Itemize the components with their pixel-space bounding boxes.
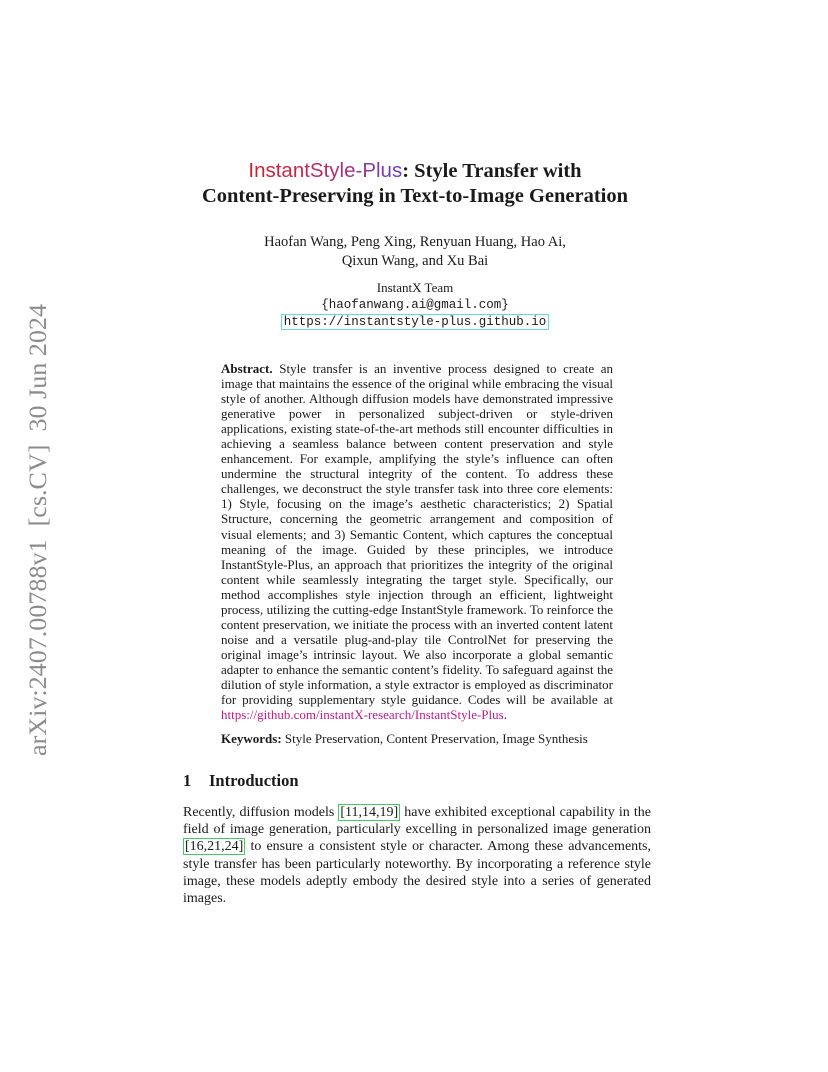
project-url-link[interactable]: https://instantstyle-plus.github.io [281, 314, 550, 330]
title-line-1 [150, 158, 680, 184]
affiliation-block [150, 280, 680, 330]
intro-text-2: have exhibited exceptional capability in the field of image generation, particularly excelling in personalized image generation [183, 805, 651, 838]
abstract-end-period: . [503, 707, 507, 723]
section-title: Introduction [209, 771, 299, 790]
authors-line-2: Qixun Wang, and Xu Bai [341, 253, 489, 269]
intro-text-3: to ensure a consistent style or character. Among these advancements, style transfer has been particularly noteworthy. By incorporating a reference style image, these models adeptly embody the desired style into a series of generated images. [183, 839, 651, 907]
keywords-label: Keywords: [221, 731, 282, 746]
keywords-text: Style Preservation, Content Preservation, Image Synthesis [284, 731, 588, 746]
citation-link[interactable]: [11,14,19] [340, 805, 399, 820]
arxiv-identifier-text: arXiv:2407.00788v1 [cs.CV] 30 Jun 2024 [23, 314, 52, 756]
keywords [221, 731, 621, 746]
abstract [221, 361, 613, 722]
arxiv-identifier-stamp [22, 300, 54, 760]
title-line-1-rest: : Style Transfer with [402, 160, 582, 182]
abstract-label: Abstract. [221, 361, 273, 376]
abstract-text: Style transfer is an inventive process designed to create an image that maintains the essence of the original while embracing the visual style of another. Although diffusion models have demonstrated impressive generative power in personalized subject-driven or style-driven applications, existing state-of-the-art methods still encounter difficulties in achieving a seamless balance between content preservation and style enhancement. For example, amplifying the style’s influence can often undermine the structural integrity of the content. To address these challenges, we deconstruct the style transfer task into three core elements: 1) Style, focusing on the image’s aesthetic characteristics; 2) Spatial Structure, concerning the geometric arrangement and composition of visual elements; and 3) Semantic Content, which captures the conceptual meaning of the image. Guided by these principles, we introduce InstantStyle-Plus, an approach that prioritizes the integrity of the original content while seamlessly integrating the target style. Specifically, our method accomplishes style injection through an efficient, lightweight process, utilizing the cutting-edge InstantStyle framework. To reinforce the content preservation, we initiate the process with an inverted content latent noise and a versatile plug-and-play tile ControlNet for preserving the original image’s intrinsic layout. We also incorporate a global semantic adapter to enhance the semantic content’s fidelity. To safeguard against the dilution of style information, a style extractor is employed as discriminator for providing supplementary style guidance. Codes will be available at [221, 361, 614, 708]
title-brand: InstantStyle-Plus [248, 159, 403, 182]
code-repository-link[interactable]: https://github.com/instantX-research/InstantStyle-Plus [221, 707, 504, 723]
title-line-2: Content-Preserving in Text-to-Image Generation [201, 185, 629, 207]
paper-title [150, 158, 680, 209]
intro-text-1: Recently, diffusion models [183, 805, 339, 820]
authors-line-1: Haofan Wang, Peng Xing, Renyuan Huang, Hao Ai, [264, 234, 566, 250]
introduction-paragraph [183, 804, 651, 907]
author-list [150, 233, 680, 271]
contact-email: {haofanwang.ai@gmail.com} [321, 297, 509, 312]
team-name: InstantX Team [376, 280, 454, 295]
section-heading-introduction [183, 771, 299, 791]
citation-link[interactable]: [16,21,24] [185, 839, 244, 855]
section-number: 1 [183, 771, 192, 790]
